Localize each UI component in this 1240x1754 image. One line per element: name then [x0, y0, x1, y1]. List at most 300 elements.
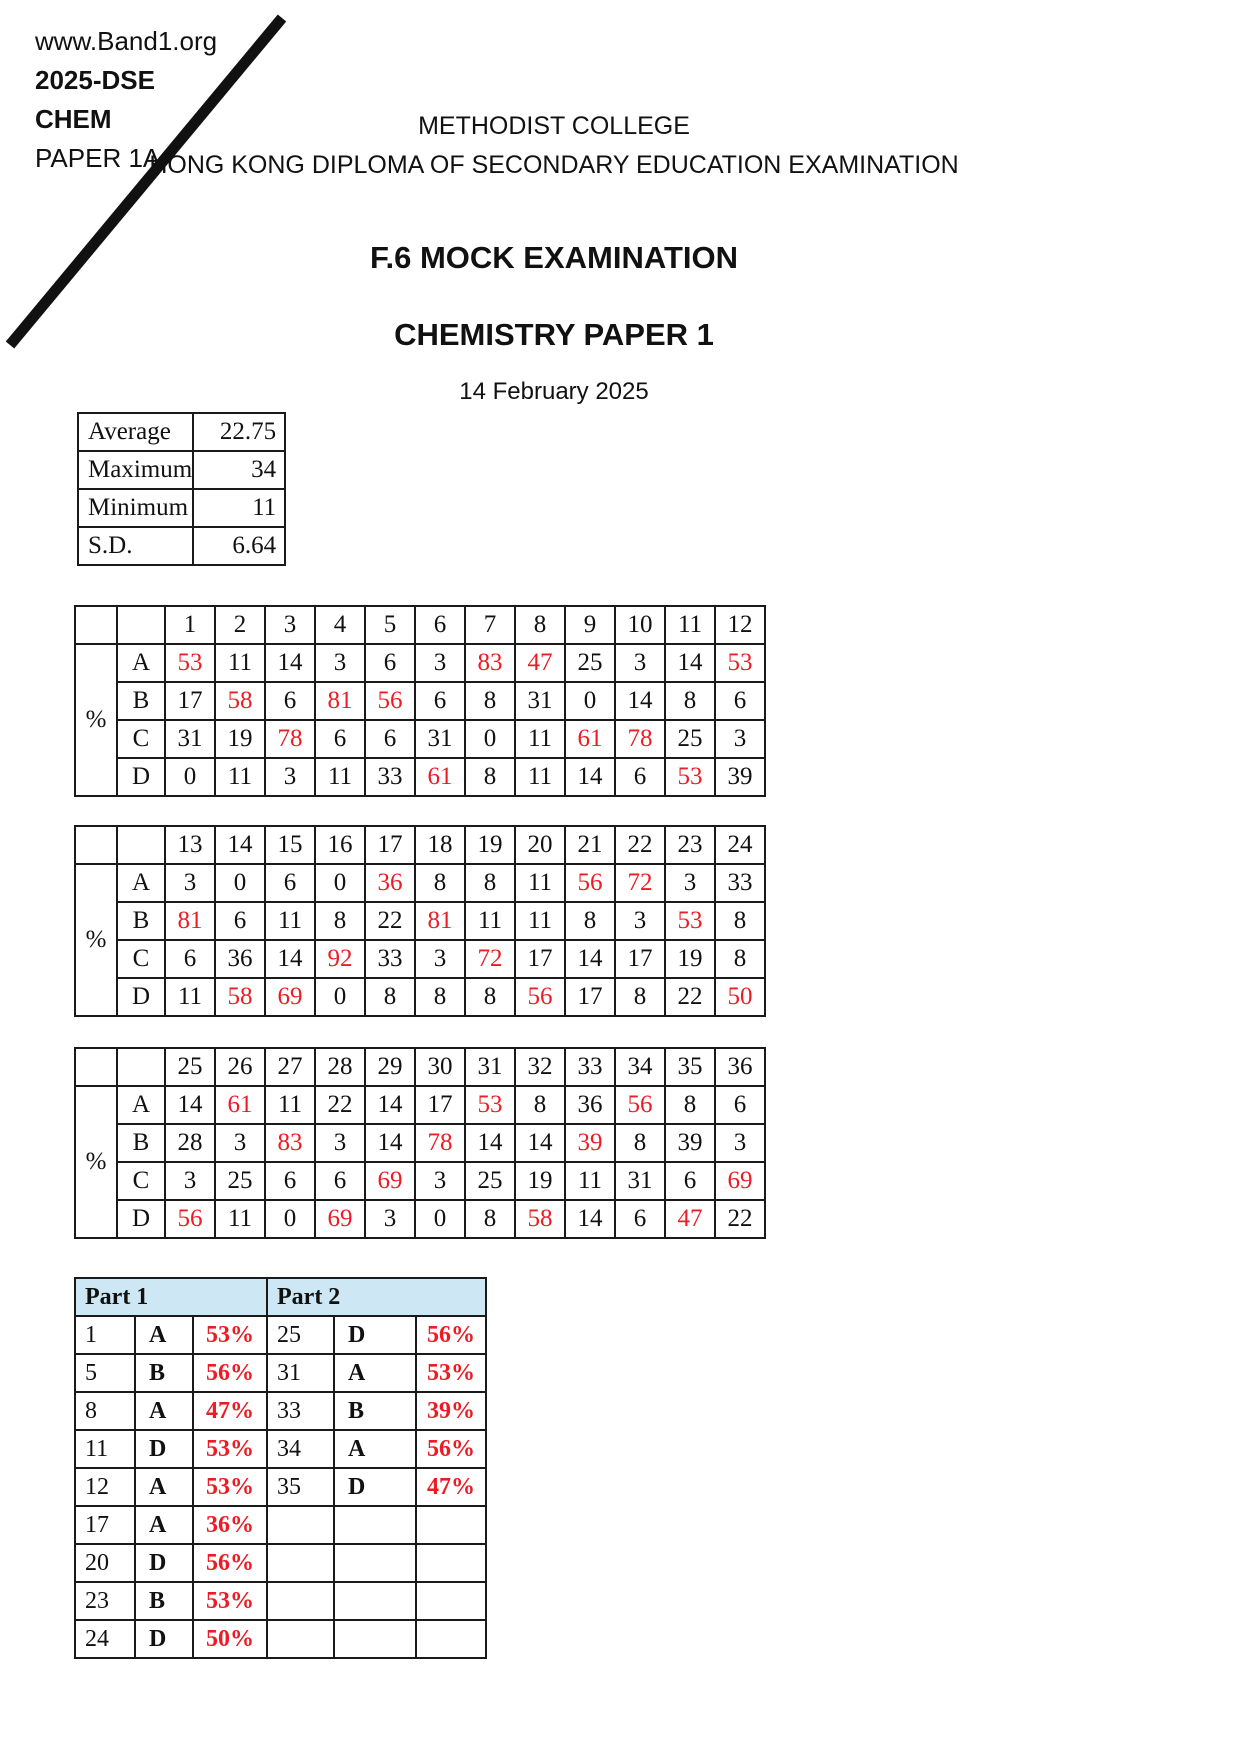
value-cell: 3 — [415, 1162, 465, 1200]
answer-value-cell: 53 — [465, 1086, 515, 1124]
value-cell: 11 — [315, 758, 365, 796]
answer-value-cell: 69 — [265, 978, 315, 1016]
exam-date: 14 February 2025 — [459, 378, 649, 405]
value-cell: 6 — [215, 902, 265, 940]
value-cell: 11 — [565, 1162, 615, 1200]
answer-value-cell: 61 — [565, 720, 615, 758]
answer-letter-cell: A — [334, 1354, 416, 1392]
value-cell: 11 — [215, 1200, 265, 1238]
answer-percent-cell: 53% — [416, 1354, 486, 1392]
answer-value-cell: 72 — [465, 940, 515, 978]
blank-corner-cell — [75, 826, 117, 864]
value-cell: 6 — [665, 1162, 715, 1200]
answer-value-cell: 50 — [715, 978, 765, 1016]
stats-row — [78, 451, 285, 489]
answer-value-cell: 61 — [215, 1086, 265, 1124]
question-number: 26 — [215, 1048, 265, 1086]
answer-percent-cell — [416, 1582, 486, 1620]
value-cell: 6 — [265, 1162, 315, 1200]
value-cell: 31 — [165, 720, 215, 758]
percent-axis-label: % — [75, 1086, 117, 1238]
answer-letter-cell: D — [135, 1430, 193, 1468]
answer-letter-cell: B — [135, 1354, 193, 1392]
college-name: METHODIST COLLEGE — [418, 112, 690, 140]
answer-percent-cell: 56% — [416, 1316, 486, 1354]
option-letter: A — [117, 644, 165, 682]
value-cell: 6 — [265, 682, 315, 720]
value-cell: 11 — [515, 864, 565, 902]
value-cell: 14 — [565, 1200, 615, 1238]
value-cell: 14 — [365, 1086, 415, 1124]
exam-title: F.6 MOCK EXAMINATION — [370, 240, 738, 275]
question-number: 32 — [515, 1048, 565, 1086]
summary-row — [75, 1468, 486, 1506]
answer-percent-cell: 53% — [193, 1316, 267, 1354]
summary-row — [75, 1354, 486, 1392]
question-number: 14 — [215, 826, 265, 864]
answer-value-cell: 56 — [565, 864, 615, 902]
value-cell: 39 — [715, 758, 765, 796]
value-cell: 28 — [165, 1124, 215, 1162]
value-cell: 0 — [315, 864, 365, 902]
option-letter: B — [117, 682, 165, 720]
stat-value: 22.75 — [193, 413, 285, 451]
answer-percent-cell: 53% — [193, 1430, 267, 1468]
value-cell: 0 — [165, 758, 215, 796]
value-cell: 0 — [315, 978, 365, 1016]
stat-label: Average — [78, 413, 193, 451]
question-number: 36 — [715, 1048, 765, 1086]
question-number-cell: 31 — [267, 1354, 334, 1392]
value-cell: 11 — [515, 720, 565, 758]
value-cell: 3 — [715, 1124, 765, 1162]
value-cell: 31 — [615, 1162, 665, 1200]
paper-code: PAPER 1A — [35, 143, 161, 173]
value-cell: 14 — [465, 1124, 515, 1162]
option-row — [75, 644, 765, 682]
option-letter: B — [117, 1124, 165, 1162]
question-number-cell: 8 — [75, 1392, 135, 1430]
question-number-cell: 11 — [75, 1430, 135, 1468]
exam-code: 2025-DSE — [35, 65, 155, 95]
value-cell: 3 — [665, 864, 715, 902]
summary-row — [75, 1582, 486, 1620]
answer-letter-cell — [334, 1582, 416, 1620]
answer-value-cell: 39 — [565, 1124, 615, 1162]
summary-row — [75, 1506, 486, 1544]
answer-percent-cell: 39% — [416, 1392, 486, 1430]
value-cell: 17 — [615, 940, 665, 978]
stat-value: 11 — [193, 489, 285, 527]
answer-value-cell: 69 — [715, 1162, 765, 1200]
question-number: 17 — [365, 826, 415, 864]
question-number: 7 — [465, 606, 515, 644]
question-number-cell: 35 — [267, 1468, 334, 1506]
answer-percent-cell: 53% — [193, 1468, 267, 1506]
answer-letter-cell: A — [135, 1316, 193, 1354]
option-row — [75, 1200, 765, 1238]
value-cell: 8 — [315, 902, 365, 940]
question-number-cell: 23 — [75, 1582, 135, 1620]
value-cell: 39 — [665, 1124, 715, 1162]
answer-value-cell: 83 — [265, 1124, 315, 1162]
question-number-cell: 34 — [267, 1430, 334, 1468]
value-cell: 8 — [715, 902, 765, 940]
answer-percent-cell: 50% — [193, 1620, 267, 1658]
value-cell: 3 — [165, 1162, 215, 1200]
value-cell: 0 — [265, 1200, 315, 1238]
value-cell: 11 — [165, 978, 215, 1016]
answer-value-cell: 69 — [365, 1162, 415, 1200]
answer-value-cell: 81 — [315, 682, 365, 720]
value-cell: 11 — [515, 758, 565, 796]
value-cell: 11 — [465, 902, 515, 940]
answer-letter-cell: B — [135, 1582, 193, 1620]
stats-row — [78, 527, 285, 565]
answer-value-cell: 58 — [515, 1200, 565, 1238]
question-number: 6 — [415, 606, 465, 644]
value-cell: 8 — [665, 1086, 715, 1124]
question-number: 10 — [615, 606, 665, 644]
question-number: 4 — [315, 606, 365, 644]
option-row — [75, 720, 765, 758]
blank-corner-cell — [117, 606, 165, 644]
option-row — [75, 1086, 765, 1124]
value-cell: 31 — [415, 720, 465, 758]
question-header-row — [75, 1048, 765, 1086]
value-cell: 14 — [515, 1124, 565, 1162]
question-number: 3 — [265, 606, 315, 644]
value-cell: 17 — [415, 1086, 465, 1124]
stat-value: 6.64 — [193, 527, 285, 565]
option-letter: A — [117, 864, 165, 902]
value-cell: 11 — [265, 902, 315, 940]
value-cell: 8 — [465, 758, 515, 796]
answer-value-cell: 92 — [315, 940, 365, 978]
option-letter: B — [117, 902, 165, 940]
value-cell: 14 — [165, 1086, 215, 1124]
question-number: 35 — [665, 1048, 715, 1086]
answer-letter-cell: A — [135, 1392, 193, 1430]
question-number: 34 — [615, 1048, 665, 1086]
question-number: 28 — [315, 1048, 365, 1086]
value-cell: 36 — [565, 1086, 615, 1124]
value-cell: 14 — [565, 758, 615, 796]
value-cell: 19 — [515, 1162, 565, 1200]
value-cell: 22 — [315, 1086, 365, 1124]
value-cell: 14 — [265, 940, 315, 978]
value-cell: 33 — [715, 864, 765, 902]
answer-value-cell: 47 — [665, 1200, 715, 1238]
question-number-cell — [267, 1506, 334, 1544]
value-cell: 8 — [465, 864, 515, 902]
value-cell: 0 — [415, 1200, 465, 1238]
value-cell: 33 — [365, 758, 415, 796]
answer-value-cell: 53 — [715, 644, 765, 682]
value-cell: 6 — [265, 864, 315, 902]
value-cell: 8 — [715, 940, 765, 978]
answer-value-cell: 53 — [665, 902, 715, 940]
answer-letter-cell: D — [135, 1620, 193, 1658]
option-distribution-table-2 — [74, 825, 766, 1017]
value-cell: 8 — [665, 682, 715, 720]
value-cell: 8 — [415, 978, 465, 1016]
answer-value-cell: 78 — [615, 720, 665, 758]
question-number: 20 — [515, 826, 565, 864]
answer-value-cell: 83 — [465, 644, 515, 682]
value-cell: 8 — [465, 978, 515, 1016]
stats-row — [78, 489, 285, 527]
stat-label: S.D. — [78, 527, 193, 565]
option-letter: A — [117, 1086, 165, 1124]
value-cell: 3 — [315, 1124, 365, 1162]
question-header-row — [75, 606, 765, 644]
answer-letter-cell: A — [334, 1430, 416, 1468]
part-header-row — [75, 1278, 486, 1316]
summary-row — [75, 1620, 486, 1658]
answer-value-cell: 81 — [165, 902, 215, 940]
question-number: 5 — [365, 606, 415, 644]
value-cell: 6 — [315, 1162, 365, 1200]
question-number: 9 — [565, 606, 615, 644]
answer-percent-cell — [416, 1544, 486, 1582]
answer-letter-cell: A — [135, 1468, 193, 1506]
question-number: 2 — [215, 606, 265, 644]
value-cell: 3 — [615, 902, 665, 940]
value-cell: 0 — [465, 720, 515, 758]
answer-value-cell: 36 — [365, 864, 415, 902]
part2-header: Part 2 — [267, 1278, 486, 1316]
question-number-cell: 12 — [75, 1468, 135, 1506]
answer-percent-cell — [416, 1506, 486, 1544]
answer-value-cell: 69 — [315, 1200, 365, 1238]
answer-letter-cell: D — [135, 1544, 193, 1582]
answer-letter-cell: A — [135, 1506, 193, 1544]
paper-title: CHEMISTRY PAPER 1 — [394, 317, 714, 352]
value-cell: 6 — [315, 720, 365, 758]
answer-value-cell: 78 — [265, 720, 315, 758]
value-cell: 14 — [565, 940, 615, 978]
answer-percent-cell: 56% — [193, 1544, 267, 1582]
value-cell: 33 — [365, 940, 415, 978]
value-cell: 6 — [615, 1200, 665, 1238]
value-cell: 19 — [665, 940, 715, 978]
value-cell: 11 — [515, 902, 565, 940]
option-letter: D — [117, 1200, 165, 1238]
question-number: 29 — [365, 1048, 415, 1086]
blank-corner-cell — [117, 1048, 165, 1086]
question-number: 1 — [165, 606, 215, 644]
question-number: 30 — [415, 1048, 465, 1086]
summary-row — [75, 1316, 486, 1354]
option-row — [75, 940, 765, 978]
value-cell: 6 — [715, 682, 765, 720]
examination-board-line: HONG KONG DIPLOMA OF SECONDARY EDUCATION EXAMINATION — [149, 151, 959, 179]
answer-value-cell: 78 — [415, 1124, 465, 1162]
value-cell: 22 — [365, 902, 415, 940]
option-letter: D — [117, 978, 165, 1016]
value-cell: 0 — [565, 682, 615, 720]
part1-header: Part 1 — [75, 1278, 267, 1316]
option-letter: C — [117, 940, 165, 978]
value-cell: 3 — [365, 1200, 415, 1238]
value-cell: 14 — [365, 1124, 415, 1162]
value-cell: 3 — [215, 1124, 265, 1162]
answer-percent-cell: 53% — [193, 1582, 267, 1620]
value-cell: 8 — [365, 978, 415, 1016]
option-letter: C — [117, 1162, 165, 1200]
answer-percent-cell: 47% — [193, 1392, 267, 1430]
question-number: 12 — [715, 606, 765, 644]
value-cell: 6 — [415, 682, 465, 720]
value-cell: 22 — [715, 1200, 765, 1238]
option-row — [75, 758, 765, 796]
option-distribution-table-1 — [74, 605, 766, 797]
question-number: 25 — [165, 1048, 215, 1086]
answer-value-cell: 56 — [365, 682, 415, 720]
stat-label: Maximum — [78, 451, 193, 489]
value-cell: 36 — [215, 940, 265, 978]
value-cell: 25 — [215, 1162, 265, 1200]
answer-value-cell: 53 — [665, 758, 715, 796]
question-number: 22 — [615, 826, 665, 864]
value-cell: 17 — [165, 682, 215, 720]
question-number-cell — [267, 1544, 334, 1582]
option-letter: C — [117, 720, 165, 758]
value-cell: 8 — [615, 1124, 665, 1162]
stats-row — [78, 413, 285, 451]
value-cell: 17 — [515, 940, 565, 978]
summary-row — [75, 1392, 486, 1430]
value-cell: 25 — [665, 720, 715, 758]
question-number-cell: 1 — [75, 1316, 135, 1354]
stat-label: Minimum — [78, 489, 193, 527]
value-cell: 3 — [415, 940, 465, 978]
question-number: 8 — [515, 606, 565, 644]
summary-row — [75, 1544, 486, 1582]
value-cell: 8 — [465, 682, 515, 720]
answer-value-cell: 56 — [515, 978, 565, 1016]
value-cell: 6 — [615, 758, 665, 796]
value-cell: 3 — [615, 644, 665, 682]
value-cell: 8 — [465, 1200, 515, 1238]
option-row — [75, 682, 765, 720]
question-number-cell — [267, 1620, 334, 1658]
option-row — [75, 1124, 765, 1162]
option-row — [75, 1162, 765, 1200]
question-number: 23 — [665, 826, 715, 864]
answer-percent-cell: 56% — [193, 1354, 267, 1392]
summary-row — [75, 1430, 486, 1468]
value-cell: 14 — [615, 682, 665, 720]
question-number: 18 — [415, 826, 465, 864]
question-number: 24 — [715, 826, 765, 864]
value-cell: 11 — [215, 758, 265, 796]
value-cell: 6 — [165, 940, 215, 978]
question-number-cell: 33 — [267, 1392, 334, 1430]
answer-letter-cell — [334, 1506, 416, 1544]
answer-letter-cell: D — [334, 1316, 416, 1354]
question-number-cell: 5 — [75, 1354, 135, 1392]
value-cell: 6 — [365, 644, 415, 682]
option-distribution-table-3 — [74, 1047, 766, 1239]
blank-corner-cell — [117, 826, 165, 864]
value-cell: 8 — [615, 978, 665, 1016]
percent-axis-label: % — [75, 864, 117, 1016]
value-cell: 31 — [515, 682, 565, 720]
question-number: 27 — [265, 1048, 315, 1086]
answer-value-cell: 56 — [165, 1200, 215, 1238]
answer-value-cell: 61 — [415, 758, 465, 796]
answer-percent-cell: 36% — [193, 1506, 267, 1544]
value-cell: 8 — [515, 1086, 565, 1124]
percent-axis-label: % — [75, 644, 117, 796]
question-number: 15 — [265, 826, 315, 864]
value-cell: 14 — [265, 644, 315, 682]
question-number: 13 — [165, 826, 215, 864]
answer-value-cell: 72 — [615, 864, 665, 902]
question-number-cell: 17 — [75, 1506, 135, 1544]
value-cell: 11 — [265, 1086, 315, 1124]
option-row — [75, 978, 765, 1016]
answer-letter-cell — [334, 1620, 416, 1658]
value-cell: 17 — [565, 978, 615, 1016]
question-number: 21 — [565, 826, 615, 864]
question-number: 19 — [465, 826, 515, 864]
value-cell: 3 — [315, 644, 365, 682]
blank-corner-cell — [75, 606, 117, 644]
answer-value-cell: 81 — [415, 902, 465, 940]
answer-letter-cell — [334, 1544, 416, 1582]
question-number-cell — [267, 1582, 334, 1620]
option-row — [75, 902, 765, 940]
value-cell: 19 — [215, 720, 265, 758]
question-number: 33 — [565, 1048, 615, 1086]
value-cell: 11 — [215, 644, 265, 682]
value-cell: 3 — [715, 720, 765, 758]
answer-letter-cell: D — [334, 1468, 416, 1506]
value-cell: 6 — [715, 1086, 765, 1124]
question-number: 31 — [465, 1048, 515, 1086]
question-number-cell: 24 — [75, 1620, 135, 1658]
value-cell: 22 — [665, 978, 715, 1016]
blank-corner-cell — [75, 1048, 117, 1086]
option-letter: D — [117, 758, 165, 796]
value-cell: 14 — [665, 644, 715, 682]
value-cell: 25 — [465, 1162, 515, 1200]
value-cell: 3 — [265, 758, 315, 796]
answer-value-cell: 47 — [515, 644, 565, 682]
value-cell: 8 — [565, 902, 615, 940]
answer-value-cell: 56 — [615, 1086, 665, 1124]
answer-summary-table — [74, 1277, 487, 1659]
answer-value-cell: 58 — [215, 682, 265, 720]
answer-value-cell: 53 — [165, 644, 215, 682]
question-number-cell: 20 — [75, 1544, 135, 1582]
subject-code: CHEM — [35, 104, 112, 134]
value-cell: 25 — [565, 644, 615, 682]
value-cell: 0 — [215, 864, 265, 902]
question-number: 11 — [665, 606, 715, 644]
answer-letter-cell: B — [334, 1392, 416, 1430]
answer-percent-cell: 47% — [416, 1468, 486, 1506]
question-number: 16 — [315, 826, 365, 864]
stat-value: 34 — [193, 451, 285, 489]
statistics-table — [77, 412, 286, 566]
value-cell: 3 — [415, 644, 465, 682]
answer-percent-cell: 56% — [416, 1430, 486, 1468]
question-header-row — [75, 826, 765, 864]
